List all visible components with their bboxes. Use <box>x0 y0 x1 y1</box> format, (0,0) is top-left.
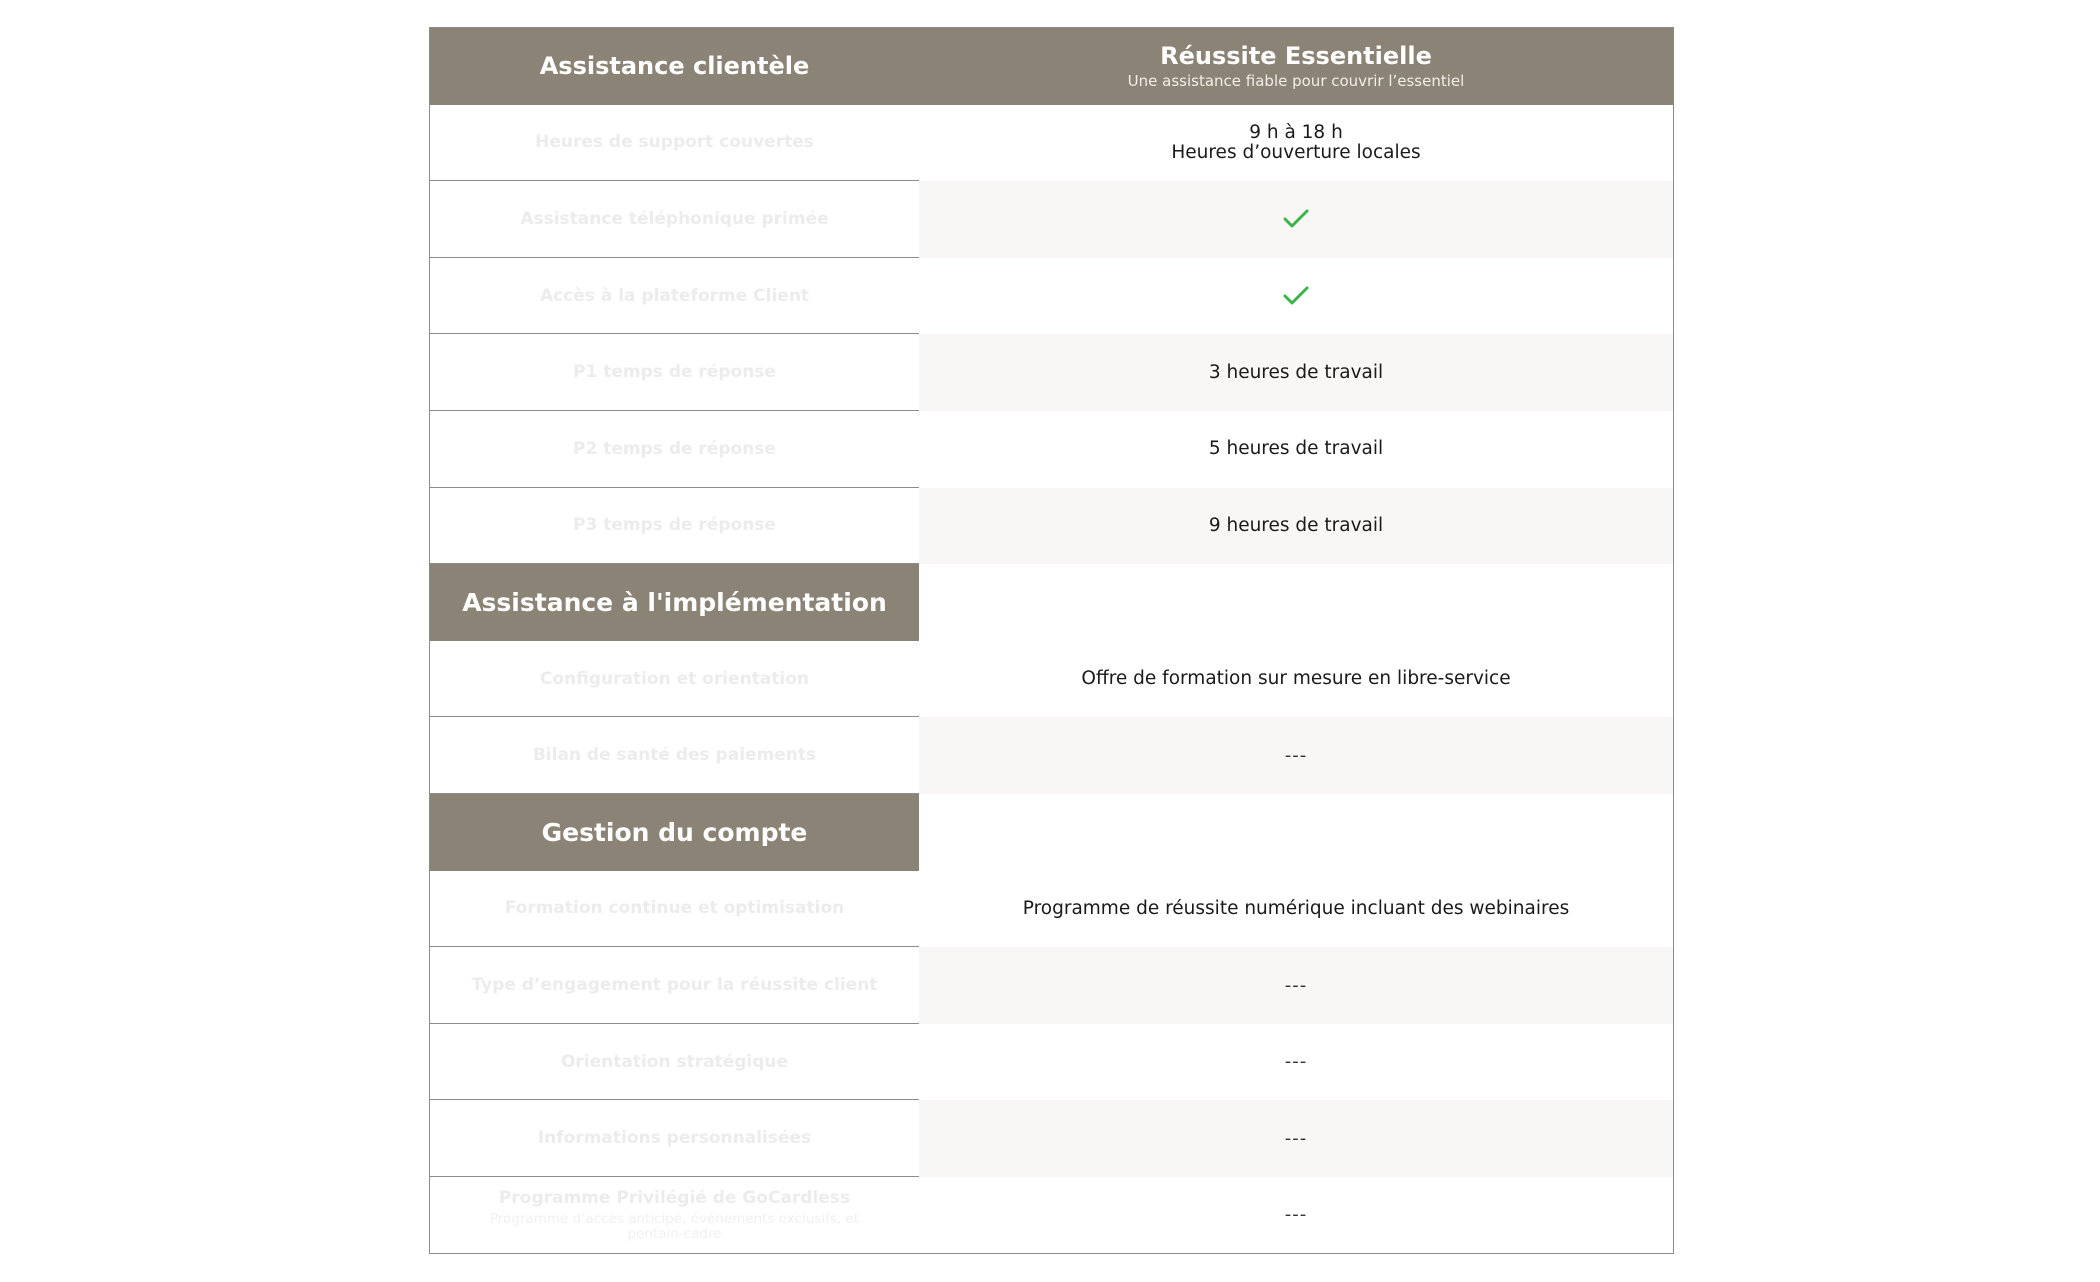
row-value: --- <box>1284 1127 1308 1149</box>
section-header-row <box>430 794 1673 871</box>
row-label: Orientation stratégique <box>560 1051 789 1072</box>
row-value-cell <box>919 105 1673 182</box>
plan-subtitle: Une assistance fiable pour couvrir l’essentiel <box>1127 71 1465 90</box>
row-value-cell <box>919 1024 1673 1101</box>
row-label: Bilan de santé des paiements <box>532 745 817 766</box>
row-value: 9 heures de travail <box>1208 514 1384 536</box>
row-label-cell <box>430 1177 919 1254</box>
row-label-cell <box>430 488 919 565</box>
row-value: --- <box>1284 1204 1308 1226</box>
row-value: 3 heures de travail <box>1208 361 1384 383</box>
row-value-cell <box>919 871 1673 948</box>
row-label: P1 temps de réponse <box>573 362 776 383</box>
row-description: Programme d’accès anticipé, événements exclusifs, et pentain-cadre <box>489 1210 860 1243</box>
row-value-cell <box>919 641 1673 718</box>
customer-support-header <box>430 28 919 105</box>
row-label: Heures de support couvertes <box>535 132 814 153</box>
section-title: Gestion du compte <box>541 817 808 847</box>
table-row <box>430 258 1673 335</box>
row-label: Assistance téléphonique primée <box>520 208 829 229</box>
table-row <box>430 181 1673 258</box>
row-value-cell <box>919 947 1673 1024</box>
row-label: Type d’engagement pour la réussite client <box>471 974 878 995</box>
plan-title: Réussite Essentielle <box>1160 42 1432 71</box>
section-spacer <box>919 794 1673 871</box>
row-value: Offre de formation sur mesure en libre-service <box>1081 667 1511 689</box>
row-label: Configuration et orientation <box>539 668 810 689</box>
row-value-cell <box>919 334 1673 411</box>
row-label-cell <box>430 181 919 258</box>
row-label-cell <box>430 871 919 948</box>
support-comparison-table <box>429 27 1674 1254</box>
row-value-cell <box>919 1100 1673 1177</box>
row-label: Accès à la plateforme Client <box>539 285 810 306</box>
row-value-cell <box>919 181 1673 258</box>
row-label-cell <box>430 641 919 718</box>
check-icon <box>1283 286 1309 306</box>
table-row <box>430 1024 1673 1101</box>
row-value-cell <box>919 717 1673 794</box>
row-label-cell <box>430 717 919 794</box>
support-hours-value: 9 h à 18 h <box>1249 121 1343 143</box>
row-value: Programme de réussite numérique incluant des webinaires <box>1022 897 1570 919</box>
row-label-cell <box>430 1024 919 1101</box>
row-label-cell <box>430 1100 919 1177</box>
row-label: P2 temps de réponse <box>573 438 776 459</box>
row-label: Formation continue et optimisation <box>504 898 845 919</box>
row-label-cell <box>430 947 919 1024</box>
table-row <box>430 488 1673 565</box>
row-value: --- <box>1284 744 1308 766</box>
table-row <box>430 105 1673 182</box>
row-value-cell <box>919 411 1673 488</box>
table-row <box>430 1177 1673 1254</box>
row-value: --- <box>1284 974 1308 996</box>
plan-header <box>919 28 1673 105</box>
support-hours-note: Heures d’ouverture locales <box>1171 141 1421 163</box>
row-label: P3 temps de réponse <box>573 515 776 536</box>
row-label-cell <box>430 105 919 182</box>
row-value-cell <box>919 488 1673 565</box>
table-row <box>430 871 1673 948</box>
table-row <box>430 717 1673 794</box>
row-value-cell <box>919 258 1673 335</box>
row-label-cell <box>430 411 919 488</box>
row-value-cell <box>919 1177 1673 1254</box>
table-row <box>430 334 1673 411</box>
row-value: --- <box>1284 1051 1308 1073</box>
section-title: Assistance à l'implémentation <box>462 587 887 617</box>
table-row <box>430 947 1673 1024</box>
section-header-row <box>430 564 1673 641</box>
row-label-cell <box>430 258 919 335</box>
section-spacer <box>919 564 1673 641</box>
row-label: Informations personnalisées <box>537 1128 812 1149</box>
row-label-cell <box>430 334 919 411</box>
table-header-row <box>430 28 1673 105</box>
account-section-header <box>430 794 919 871</box>
implementation-section-header <box>430 564 919 641</box>
table-row <box>430 641 1673 718</box>
row-label: Programme Privilégié de GoCardless <box>498 1187 851 1208</box>
check-icon <box>1283 209 1309 229</box>
table-row <box>430 411 1673 488</box>
customer-support-title: Assistance clientèle <box>539 52 810 81</box>
table-row <box>430 1100 1673 1177</box>
row-value: 5 heures de travail <box>1208 438 1384 460</box>
